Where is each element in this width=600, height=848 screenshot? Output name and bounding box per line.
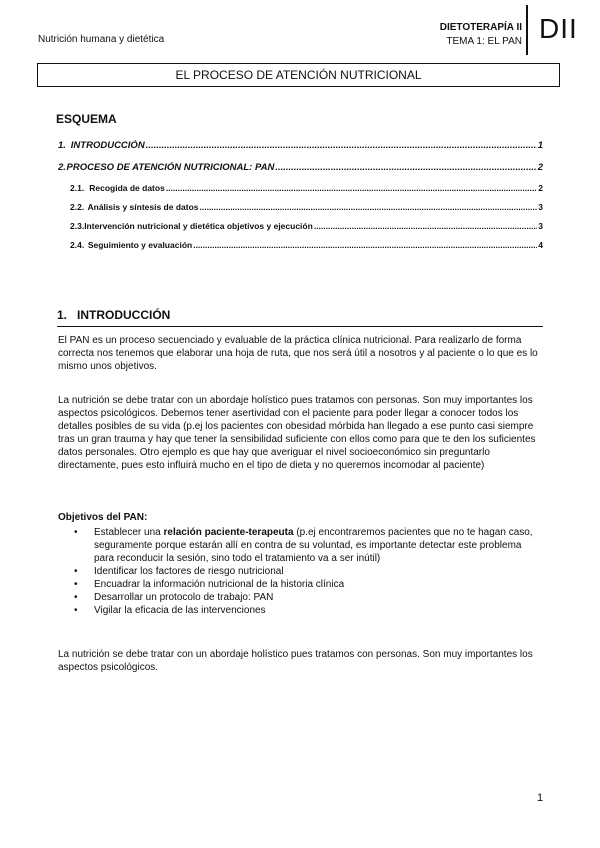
toc-number: 2.4. [70, 240, 85, 250]
bullet-icon: • [74, 527, 78, 538]
toc-leader [200, 202, 538, 212]
page-number: 1 [537, 792, 544, 804]
toc-number: 2. [58, 162, 66, 173]
paragraph-closing: La nutrición se debe tratar con un abordaje holístico pues tratamos con personas. Son muy importantes los aspectos psicológicos. [58, 649, 533, 673]
toc-heading: ESQUEMA [56, 112, 117, 126]
header-course: DIETOTERAPÍA II [439, 22, 522, 33]
toc-leader [275, 162, 536, 173]
objectives-title: Objetivos del PAN: [58, 512, 148, 523]
toc-number: 2.3. [70, 221, 85, 231]
toc-page: 3 [538, 202, 543, 212]
toc-page: 2 [538, 183, 543, 193]
toc-label: Análisis y síntesis de datos [87, 202, 199, 212]
toc-label: PROCESO DE ATENCIÓN NUTRICIONAL: PAN [66, 162, 275, 173]
list-item: • Desarrollar un protocolo de trabajo: PAN [74, 592, 274, 603]
list-item: • Vigilar la eficacia de las intervenciones [74, 605, 266, 616]
bullet-icon: • [74, 592, 78, 603]
toc-item-analisis-sintesis[interactable] [70, 202, 543, 212]
toc-page: 4 [538, 240, 543, 250]
toc-number: 2.1. [70, 183, 85, 193]
toc-page: 3 [538, 221, 543, 231]
toc-item-seguimiento[interactable] [70, 240, 543, 250]
toc-page: 2 [537, 162, 543, 173]
toc-item-proceso-pan[interactable] [58, 162, 543, 173]
toc-leader [193, 240, 537, 250]
section-title: INTRODUCCIÓN [77, 308, 171, 322]
bullet-icon: • [74, 579, 78, 590]
toc-item-introduccion[interactable] [58, 140, 543, 151]
bullet-icon: • [74, 566, 78, 577]
list-item: • Identificar los factores de riesgo nutricional [74, 566, 284, 577]
header-logo: DII [539, 13, 578, 44]
toc-leader [146, 140, 537, 151]
toc-label: Recogida de datos [89, 183, 165, 193]
list-item: • Establecer una relación paciente-terapeuta (p.ej encontraremos pacientes que no te hagan caso, seguramente porque estarán allí en contra de su voluntad, es importante detectar este problema para reconducir la sesión, sino todo el tratamiento va a ser inútil) [74, 527, 533, 564]
section-number: 1. [57, 308, 68, 322]
page-title: EL PROCESO DE ATENCIÓN NUTRICIONAL [37, 63, 560, 87]
header-topic: TEMA 1: EL PAN [446, 36, 522, 47]
paragraph-holistic: La nutrición se debe tratar con un abordaje holístico pues tratamos con personas. Son muy importantes los aspectos psicológicos. Debemos tener asertividad con el paciente para poder llegar a conocer todos los detalles posibles de su vida (p.ej los pacientes con obesidad mórbida han llegado a ese punto casi siempre tras un gran trauma y hay que tener la sensibilidad suficiente con ellos como para que te den los suficientes datos personales. Otro ejemplo es que hay que averiguar el nivel socioeconómico sin preguntarlo directamente, pues esto influirá mucho en el tipo de dieta y no queremos incomodar al paciente) [58, 395, 536, 471]
list-item: • Encuadrar la información nutricional de la historia clínica [74, 579, 345, 590]
toc-label: INTRODUCCIÓN [70, 140, 145, 151]
paragraph-intro: El PAN es un proceso secuenciado y evaluable de la práctica clínica nutricional. Para realizarlo de forma correcta nos tenemos que elaborar una hoja de ruta, que nos será útil a nosotros y al paciente o lo que es lo mismo unos objetivos. [58, 335, 538, 372]
toc-item-recogida-datos[interactable] [70, 183, 543, 193]
toc-item-intervencion[interactable] [70, 221, 543, 231]
header-divider [526, 5, 528, 55]
toc-label: Seguimiento y evaluación [87, 240, 193, 250]
header-subject: Nutrición humana y dietética [38, 34, 165, 45]
toc-number: 2.2. [70, 202, 85, 212]
objectives-list [74, 526, 544, 617]
header-course-info [440, 21, 522, 49]
toc-page: 1 [537, 140, 543, 151]
toc-leader [314, 221, 537, 231]
toc-leader [166, 183, 537, 193]
toc-number: 1. [58, 140, 66, 151]
section-heading [57, 308, 543, 327]
bullet-icon: • [74, 605, 78, 616]
toc-label: Intervención nutricional y dietética objetivos y ejecución [84, 221, 313, 231]
